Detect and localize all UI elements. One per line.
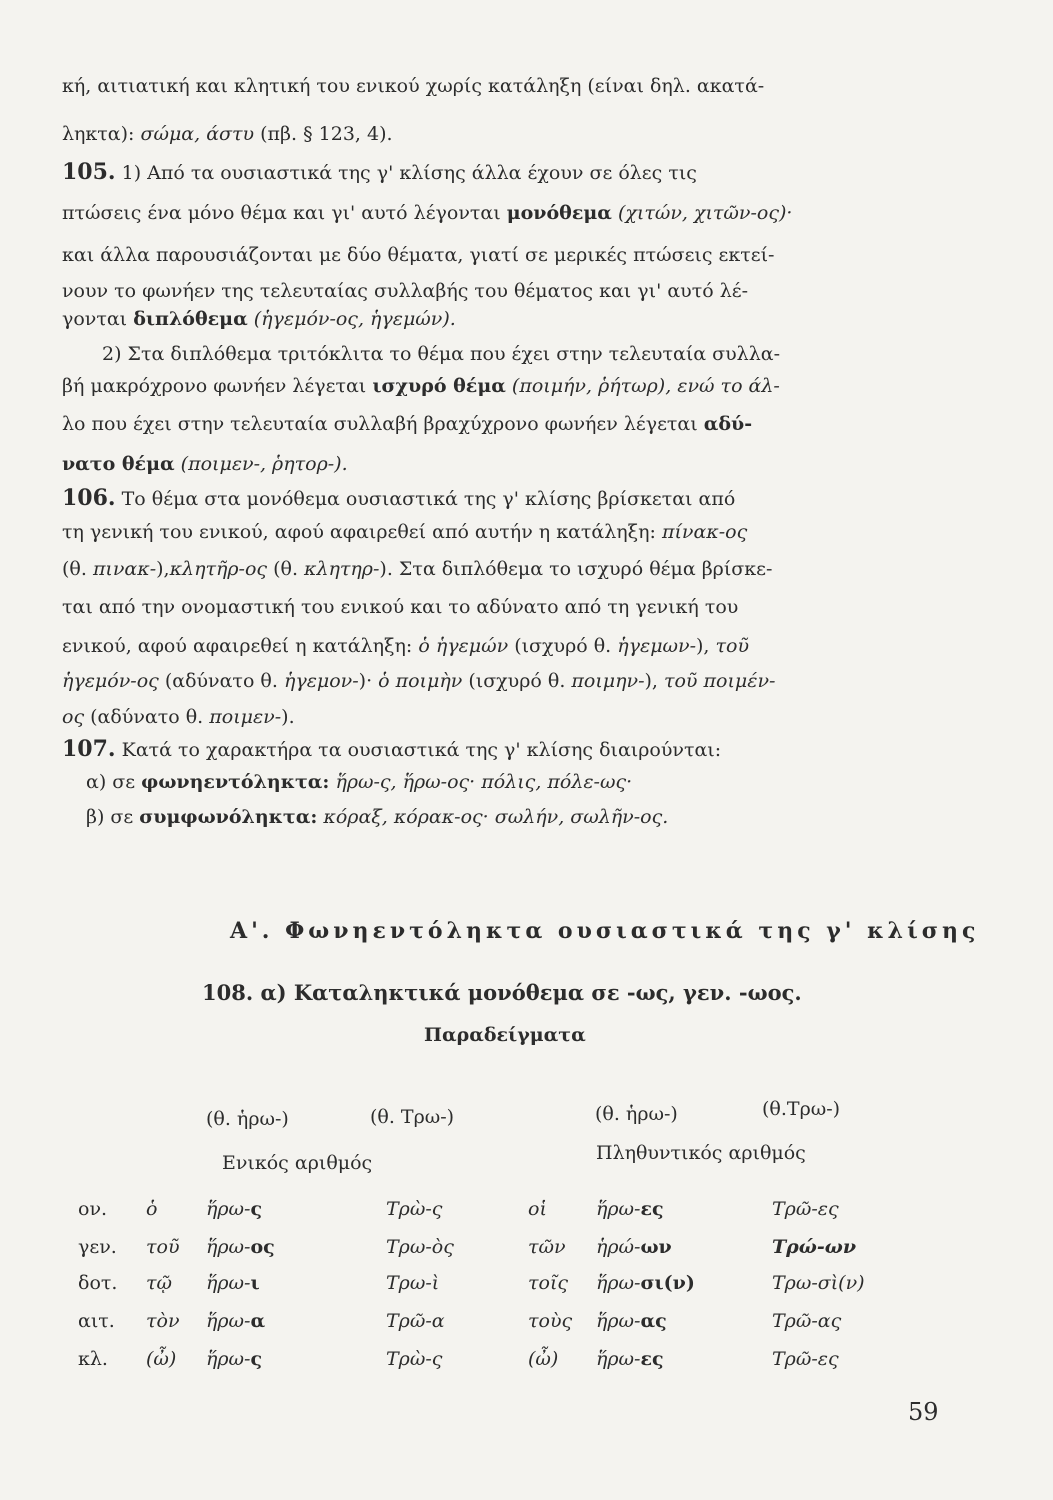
cell-text: (ὦ) — [146, 1348, 177, 1370]
table-cell — [78, 1348, 108, 1370]
cell-text: δοτ. — [78, 1272, 118, 1294]
section-heading: Α'. Φωνηεντόληκτα ουσιαστικά της γ' κλίσης — [230, 918, 980, 944]
cell-text: ἥρω- — [206, 1198, 251, 1220]
table-cell — [772, 1348, 839, 1370]
table-cell — [772, 1310, 841, 1332]
plural-label: Πληθυντικός αριθμός — [596, 1142, 806, 1164]
table-cell — [528, 1348, 558, 1370]
table-cell — [596, 1236, 672, 1258]
text-line: ἡγεμόν-ος (αδύνατο θ. ἡγεμον-)· ὁ ποιμὴν (ισχυρό θ. ποιμην-), τοῦ ποιμέν- — [62, 670, 776, 692]
cell-text: ον. — [78, 1198, 108, 1220]
ending-text: ι — [250, 1272, 260, 1294]
table-cell — [596, 1198, 664, 1220]
ending-text: σι(ν) — [640, 1272, 695, 1294]
singular-label: Ενικός αριθμός — [222, 1152, 373, 1174]
cell-text: τοὺς — [528, 1310, 573, 1332]
cell-text: ἥρω- — [206, 1272, 251, 1294]
text-line: γονται διπλόθεμα (ἡγεμόν-ος, ἡγεμών). — [62, 308, 456, 330]
paragraph-106: 106. Το θέμα στα μονόθεμα ουσιαστικά της γ' κλίσης βρίσκεται από — [62, 485, 736, 511]
page-number: 59 — [908, 1398, 939, 1426]
cell-text: ὁ — [146, 1198, 158, 1220]
table-cell — [386, 1236, 454, 1258]
stem-label: (θ.Τρω-) — [762, 1098, 841, 1120]
cell-text: τοῖς — [528, 1272, 569, 1294]
text-line: ενικού, αφού αφαιρεθεί η κατάληξη: ὁ ἡγεμών (ισχυρό θ. ἡγεμων-), τοῦ — [62, 635, 750, 657]
text-line: νατο θέμα (ποιμεν-, ῥητορ-). — [62, 453, 348, 475]
text-line: πτώσεις ένα μόνο θέμα και γι' αυτό λέγονται μονόθεμα (χιτών, χιτῶν-ος)· — [62, 202, 793, 224]
table-cell — [386, 1310, 445, 1332]
table-cell — [386, 1198, 442, 1220]
ending-text: ς — [250, 1198, 263, 1220]
table-cell — [78, 1272, 117, 1294]
table-cell — [78, 1198, 107, 1220]
table-cell — [146, 1272, 172, 1294]
table-cell — [772, 1236, 856, 1258]
cell-text: τῶν — [528, 1236, 566, 1258]
text-line: βή μακρόχρονο φωνήεν λέγεται ισχυρό θέμα (ποιμήν, ῥήτωρ), ενώ το άλ- — [62, 375, 780, 397]
cell-text: τῷ — [146, 1272, 173, 1294]
cell-text: Τρώ-ων — [772, 1236, 857, 1258]
table-cell — [146, 1310, 180, 1332]
ending-text: ων — [640, 1236, 672, 1258]
cell-text: ἥρω- — [206, 1310, 251, 1332]
text-line: τη γενική του ενικού, αφού αφαιρεθεί από αυτήν η κατάληξη: πίνακ-ος — [62, 521, 748, 543]
subheading: 108. α) Καταληκτικά μονόθεμα σε -ως, γεν. -ωος. — [202, 980, 802, 1005]
table-cell — [528, 1310, 572, 1332]
ending-text: ος — [250, 1236, 275, 1258]
text-line: λο που έχει στην τελευταία συλλαβή βραχύχρονο φωνήεν λέγεται αδύ- — [62, 413, 753, 435]
cell-text: Τρῶ-α — [386, 1310, 445, 1332]
cell-text: ἥρω- — [596, 1272, 641, 1294]
table-cell — [596, 1272, 695, 1294]
cell-text: Τρω-σὶ(ν) — [772, 1272, 865, 1294]
text-line: (θ. πινακ-),κλητῆρ-ος (θ. κλητηρ-). Στα διπλόθεμα το ισχυρό θέμα βρίσκε- — [62, 558, 773, 580]
cell-text: τοῦ — [146, 1236, 180, 1258]
cell-text: ἡρώ- — [596, 1236, 641, 1258]
cell-text: Τρῶ-ες — [772, 1198, 839, 1220]
stem-label: (θ. Τρω-) — [370, 1106, 455, 1128]
cell-text: (ὦ) — [528, 1348, 559, 1370]
table-cell — [206, 1236, 275, 1258]
cell-text: Τρῶ-ας — [772, 1310, 842, 1332]
cell-text: ἥρω- — [206, 1348, 251, 1370]
table-cell — [528, 1236, 566, 1258]
text-line: νουν το φωνήεν της τελευταίας συλλαβής του θέματος και γι' αυτό λέ- — [62, 280, 749, 302]
paragraph-105: 105. 1) Από τα ουσιαστικά της γ' κλίσης άλλα έχουν σε όλες τις — [62, 159, 697, 185]
table-cell — [386, 1272, 439, 1294]
text-line: ληκτα): σώμα, άστυ (πβ. § 123, 4). — [62, 123, 393, 145]
table-cell — [596, 1310, 667, 1332]
cell-text: Τρὼ-ς — [386, 1198, 443, 1220]
table-cell — [78, 1310, 115, 1332]
cell-text: Τρῶ-ες — [772, 1348, 839, 1370]
paragraph-107: 107. Κατά το χαρακτήρα τα ουσιαστικά της γ' κλίσης διαιρούνται: — [62, 736, 722, 762]
table-cell — [146, 1236, 180, 1258]
ending-text: α — [250, 1310, 266, 1332]
text-line: ος (αδύνατο θ. ποιμεν-). — [62, 706, 295, 728]
list-item: β) σε συμφωνόληκτα: κόραξ, κόρακ-ος· σωλήν, σωλῆν-ος. — [86, 806, 669, 828]
text-line: και άλλα παρουσιάζονται με δύο θέματα, γιατί σε μερικές πτώσεις εκτεί- — [62, 244, 775, 266]
text-line: 2) Στα διπλόθεμα τριτόκλιτα το θέμα που έχει στην τελευταία συλλα- — [102, 343, 780, 365]
cell-text: τὸν — [146, 1310, 180, 1332]
table-cell — [206, 1348, 262, 1370]
cell-text: ἥρω- — [596, 1198, 641, 1220]
cell-text: γεν. — [78, 1236, 117, 1258]
text-line: ται από την ονομαστική του ενικού και το αδύνατο από τη γενική του — [62, 596, 739, 618]
ending-text: ας — [640, 1310, 667, 1332]
stem-label: (θ. ἡρω-) — [206, 1108, 289, 1130]
cell-text: κλ. — [78, 1348, 108, 1370]
cell-text: ἥρω- — [596, 1348, 641, 1370]
stem-label: (θ. ἡρω-) — [595, 1103, 678, 1125]
table-cell — [146, 1348, 176, 1370]
list-item: α) σε φωνηεντόληκτα: ἥρω-ς, ἥρω-ος· πόλις, πόλε-ως· — [86, 771, 633, 793]
table-cell — [596, 1348, 664, 1370]
table-cell — [772, 1198, 839, 1220]
table-cell — [528, 1272, 568, 1294]
table-cell — [528, 1198, 547, 1220]
table-cell — [386, 1348, 442, 1370]
table-cell — [78, 1236, 117, 1258]
table-cell — [206, 1310, 265, 1332]
text-line: κή, αιτιατική και κλητική του ενικού χωρίς κατάληξη (είναι δηλ. ακατά- — [62, 75, 765, 97]
cell-text: οἱ — [528, 1198, 547, 1220]
cell-text: Τρω-ὸς — [386, 1236, 454, 1258]
ending-text: ς — [250, 1348, 263, 1370]
ending-text: ες — [640, 1198, 664, 1220]
cell-text: αιτ. — [78, 1310, 115, 1332]
table-cell — [206, 1272, 260, 1294]
table-cell — [772, 1272, 865, 1294]
cell-text: Τρω-ὶ — [386, 1272, 440, 1294]
cell-text: ἥρω- — [596, 1310, 641, 1332]
cell-text: ἥρω- — [206, 1236, 251, 1258]
table-cell — [206, 1198, 262, 1220]
ending-text: ες — [640, 1348, 664, 1370]
table-cell — [146, 1198, 157, 1220]
cell-text: Τρὼ-ς — [386, 1348, 443, 1370]
examples-label: Παραδείγματα — [424, 1024, 586, 1046]
